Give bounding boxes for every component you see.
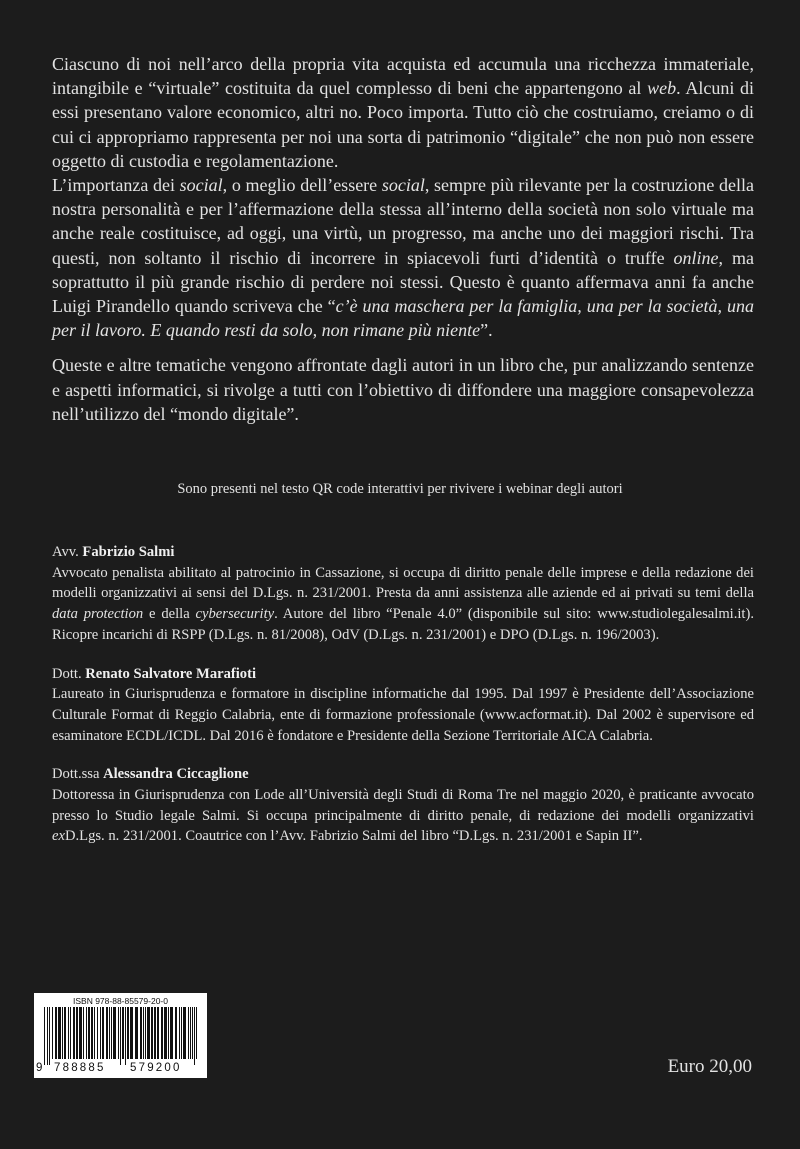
barcode-bar — [44, 1007, 45, 1065]
barcode-bar — [135, 1007, 138, 1059]
author-name: Alessandra Ciccaglione — [103, 766, 249, 783]
barcode-bar — [94, 1007, 95, 1059]
barcode-bar — [154, 1007, 156, 1059]
barcode-bar — [157, 1007, 159, 1059]
barcode-digit-first: 9 — [36, 1062, 43, 1074]
author-heading — [52, 664, 754, 685]
barcode-digits-left: 788885 — [54, 1062, 106, 1074]
barcode-bar — [122, 1007, 124, 1059]
barcode-bar — [91, 1007, 93, 1059]
price-label: Euro 20,00 — [667, 1056, 752, 1077]
barcode-bar — [140, 1007, 142, 1059]
barcode-bar — [196, 1007, 197, 1059]
barcode-bar — [170, 1007, 173, 1059]
isbn-barcode — [34, 993, 207, 1078]
barcode-bar — [175, 1007, 177, 1059]
barcode-bar — [164, 1007, 167, 1059]
blurb-paragraph-1: Ciascuno di noi nell’arco della propria vita acquista ed accumula una ricchezza immateriale, intangibile e “virtuale” costituita da quel complesso di beni che appartengono al web. Alcuni di essi presentano valore economico, altri no. Poco importa. Tutto ciò che costruiamo, creiamo o di cui ci appropriamo rappresenta per noi una sorta di patrimonio “digitale” che non può non essere oggetto di custodia e regolamentazione. — [52, 54, 755, 171]
barcode-bar — [188, 1007, 189, 1059]
blurb-paragraph-2: L’importanza dei social, o meglio dell’essere social, sempre più rilevante per la costruzione della nostra personalità e per l’affermazione della stessa all’interno della società non solo virtuale ma anche reale costituisce, ad oggi, una virtù, un progresso, ma anche uno dei maggiori rischi. Tra questi, non soltanto il rischio di incorrere in spiacevoli furti d’identità o truffe online, ma soprattutto il più grande rischio di perdere noi stessi. Questo è quanto affermava anni fa anche Luigi Pirandello quando scriveva che “c’è una maschera per la famiglia, una per la società, una per il lavoro. E quando resti da solo, non rimane più niente”. — [52, 175, 755, 341]
barcode-bar — [55, 1007, 57, 1059]
barcode-bar — [100, 1007, 101, 1059]
barcode-bar — [111, 1007, 112, 1059]
author-description: Dottoressa in Giurisprudenza con Lode all’Università degli Studi di Roma Tre nel maggio 2020, è praticante avvocato presso lo Studio legale Salmi. Si occupa principalmente di diritto penale, di redazione dei modelli organizzativi exD.Lgs. n. 231/2001. Coautrice con l’Avv. Fabrizio Salmi del libro “D.Lgs. n. 231/2001 e Sapin II”. — [52, 787, 754, 845]
barcode-bar — [127, 1007, 129, 1059]
barcode-bar — [125, 1007, 126, 1065]
isbn-label: ISBN 978-88-85579-20-0 — [73, 996, 168, 1006]
barcode-bar — [76, 1007, 78, 1059]
barcode-bar — [83, 1007, 84, 1059]
blurb-paragraph-3: Queste e altre tematiche vengono affrontate dagli autori in un libro che, pur analizzando sentenze e aspetti informatici, si rivolge a tutti con l’obiettivo di diffondere una maggiore consapevolezza nell’utilizzo del “mondo digitale”. — [52, 355, 754, 424]
blurb — [52, 52, 754, 426]
barcode-bar — [118, 1007, 119, 1059]
barcode-bar — [97, 1007, 98, 1059]
barcode-bar — [47, 1007, 48, 1065]
barcode-bar — [120, 1007, 121, 1065]
barcode-bar — [79, 1007, 82, 1059]
author-bio — [52, 664, 754, 747]
barcode-bar — [190, 1007, 191, 1059]
barcode-bar — [161, 1007, 163, 1059]
barcode-bar — [147, 1007, 150, 1059]
barcode-bar — [52, 1007, 53, 1059]
barcode-bar — [88, 1007, 90, 1059]
barcode-bar — [113, 1007, 116, 1059]
barcode-bar — [192, 1007, 193, 1059]
barcode-bar — [68, 1007, 69, 1059]
barcode-bars-icon — [42, 1007, 200, 1065]
barcode-bar — [183, 1007, 186, 1059]
barcode-bar — [64, 1007, 66, 1059]
barcode-bar — [73, 1007, 75, 1059]
barcode-bar — [102, 1007, 104, 1059]
barcode-bar — [145, 1007, 146, 1059]
barcode-bar — [168, 1007, 169, 1059]
barcode-bar — [49, 1007, 50, 1065]
author-bio — [52, 764, 754, 847]
author-title: Dott.ssa — [52, 766, 104, 783]
barcode-bar — [181, 1007, 182, 1059]
author-title: Avv. — [52, 544, 83, 560]
author-heading — [52, 542, 754, 563]
author-description: Avvocato penalista abilitato al patrocinio in Cassazione, si occupa di diritto penale delle imprese e della redazione dei modelli organizzativi ai sensi del D.Lgs. n. 231/2001. Presta da anni assistenza alle aziende ed ai privati su temi della data protection e della cybersecurity. Autore del libro “Penale 4.0” (disponibile sul sito: www.studiolegalesalmi.it). Ricopre incarichi di RSPP (D.Lgs. n. 81/2008), OdV (D.Lgs. n. 231/2001) e DPO (D.Lgs. n. 196/2003). — [52, 564, 754, 643]
barcode-bar — [62, 1007, 63, 1059]
author-description: Laureato in Giurisprudenza e formatore in discipline informatiche dal 1995. Dal 1997 è Presidente dell’Associazione Culturale Format di Reggio Calabria, ente di formazione professionale (www.acformat.it). Dal 2002 è supervisore ed esaminatore ECDL/ICDL. Dal 2016 è fondatore e Presidente della Sezione Territoriale AICA Calabria. — [52, 686, 754, 744]
author-bio — [52, 542, 754, 646]
barcode-bar — [106, 1007, 108, 1059]
barcode-digits-right: 579200 — [130, 1062, 182, 1074]
author-bios — [52, 542, 754, 865]
barcode-bar — [70, 1007, 71, 1059]
author-title: Dott. — [52, 665, 86, 682]
barcode-bar — [130, 1007, 133, 1059]
barcode-bar — [194, 1007, 195, 1065]
barcode-bar — [151, 1007, 153, 1059]
barcode-bar — [143, 1007, 144, 1059]
barcode-bar — [179, 1007, 180, 1059]
barcode-bar — [58, 1007, 61, 1059]
author-name: Renato Salvatore Marafioti — [85, 665, 257, 682]
author-heading — [52, 764, 754, 785]
author-name: Fabrizio Salmi — [82, 544, 175, 560]
barcode-bar — [86, 1007, 87, 1059]
barcode-digits — [34, 1062, 207, 1076]
barcode-bar — [109, 1007, 110, 1059]
qr-code-note: Sono presenti nel testo QR code interattivi per rivivere i webinar degli autori — [177, 481, 623, 497]
